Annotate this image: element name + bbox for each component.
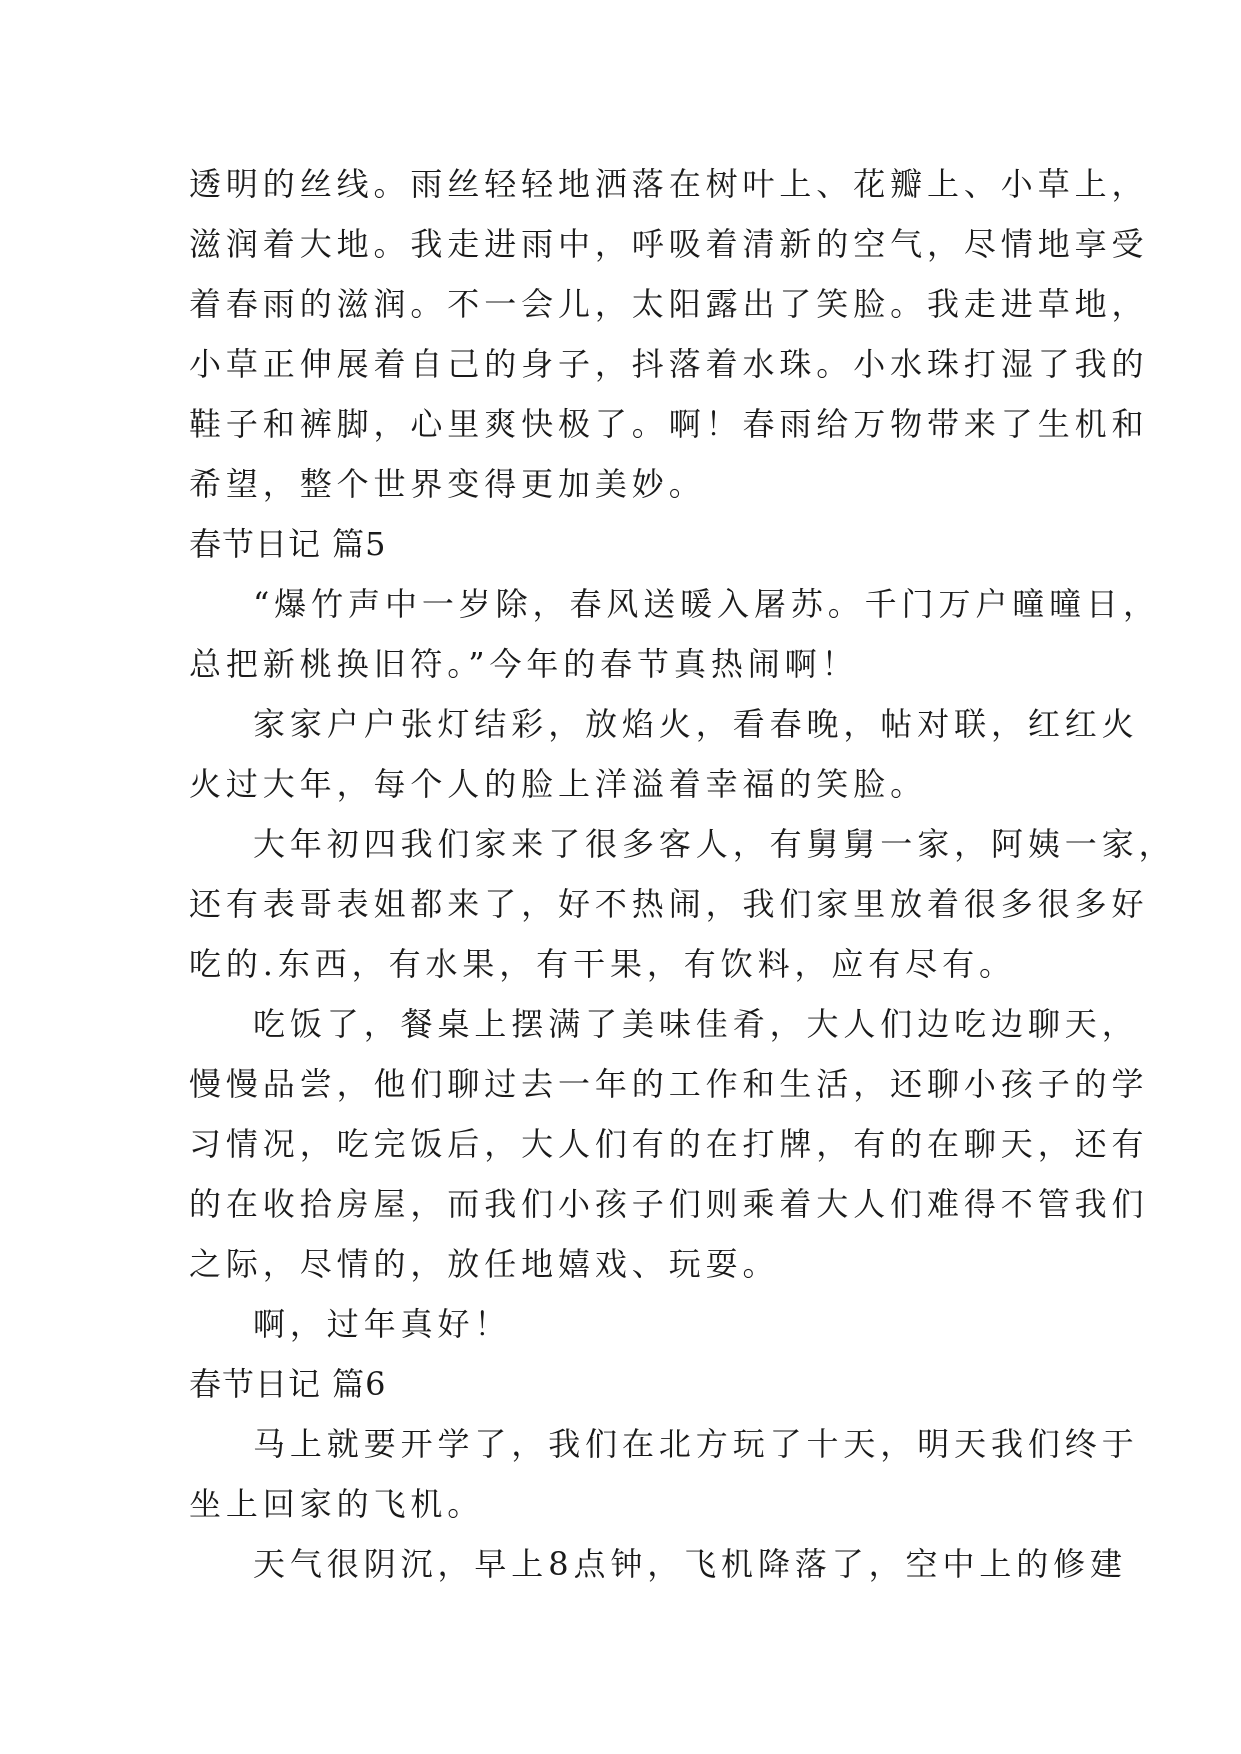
text-line: 天气很阴沉，早上8点钟，飞机降落了，空中上的修建	[253, 1545, 1127, 1583]
text-line: 马上就要开学了，我们在北方玩了十天，明天我们终于	[253, 1425, 1139, 1463]
text-line: 的在收拾房屋，而我们小孩子们则乘着大人们难得不管我们	[189, 1185, 1149, 1223]
text-line: 坐上回家的飞机。	[189, 1485, 485, 1523]
text-line: 习情况，吃完饭后，大人们有的在打牌，有的在聊天，还有	[189, 1125, 1149, 1163]
text-line: 吃的.东西，有水果，有干果，有饮料，应有尽有。	[189, 945, 1016, 983]
text-line: 家家户户张灯结彩，放焰火，看春晚，帖对联，红红火	[253, 705, 1139, 743]
section-heading: 春节日记 篇5	[189, 525, 387, 563]
text-line: 鞋子和裤脚，心里爽快极了。啊！春雨给万物带来了生机和	[189, 405, 1149, 443]
text-line: “爆竹声中一岁除，春风送暖入屠苏。千门万户曈曈日，	[253, 585, 1160, 623]
text-line: 总把新桃换旧符。”今年的春节真热闹啊！	[189, 645, 859, 683]
text-line: 小草正伸展着自己的身子，抖落着水珠。小水珠打湿了我的	[189, 345, 1149, 383]
text-line: 大年初四我们家来了很多客人，有舅舅一家，阿姨一家，	[253, 825, 1176, 863]
section-heading: 春节日记 篇6	[189, 1365, 387, 1403]
text-line: 火过大年，每个人的脸上洋溢着幸福的笑脸。	[189, 765, 928, 803]
text-line: 慢慢品尝，他们聊过去一年的工作和生活，还聊小孩子的学	[189, 1065, 1149, 1103]
text-line: 着春雨的滋润。不一会儿，太阳露出了笑脸。我走进草地，	[189, 285, 1149, 323]
text-line: 吃饭了，餐桌上摆满了美味佳肴，大人们边吃边聊天，	[253, 1005, 1139, 1043]
text-line: 希望，整个世界变得更加美妙。	[189, 465, 706, 503]
text-line: 滋润着大地。我走进雨中，呼吸着清新的空气，尽情地享受	[189, 225, 1149, 263]
text-line: 啊，过年真好！	[253, 1305, 512, 1343]
text-line: 还有表哥表姐都来了，好不热闹，我们家里放着很多很多好	[189, 885, 1149, 923]
text-line: 透明的丝线。雨丝轻轻地洒落在树叶上、花瓣上、小草上，	[189, 165, 1149, 203]
text-line: 之际，尽情的，放任地嬉戏、玩耍。	[189, 1245, 780, 1283]
